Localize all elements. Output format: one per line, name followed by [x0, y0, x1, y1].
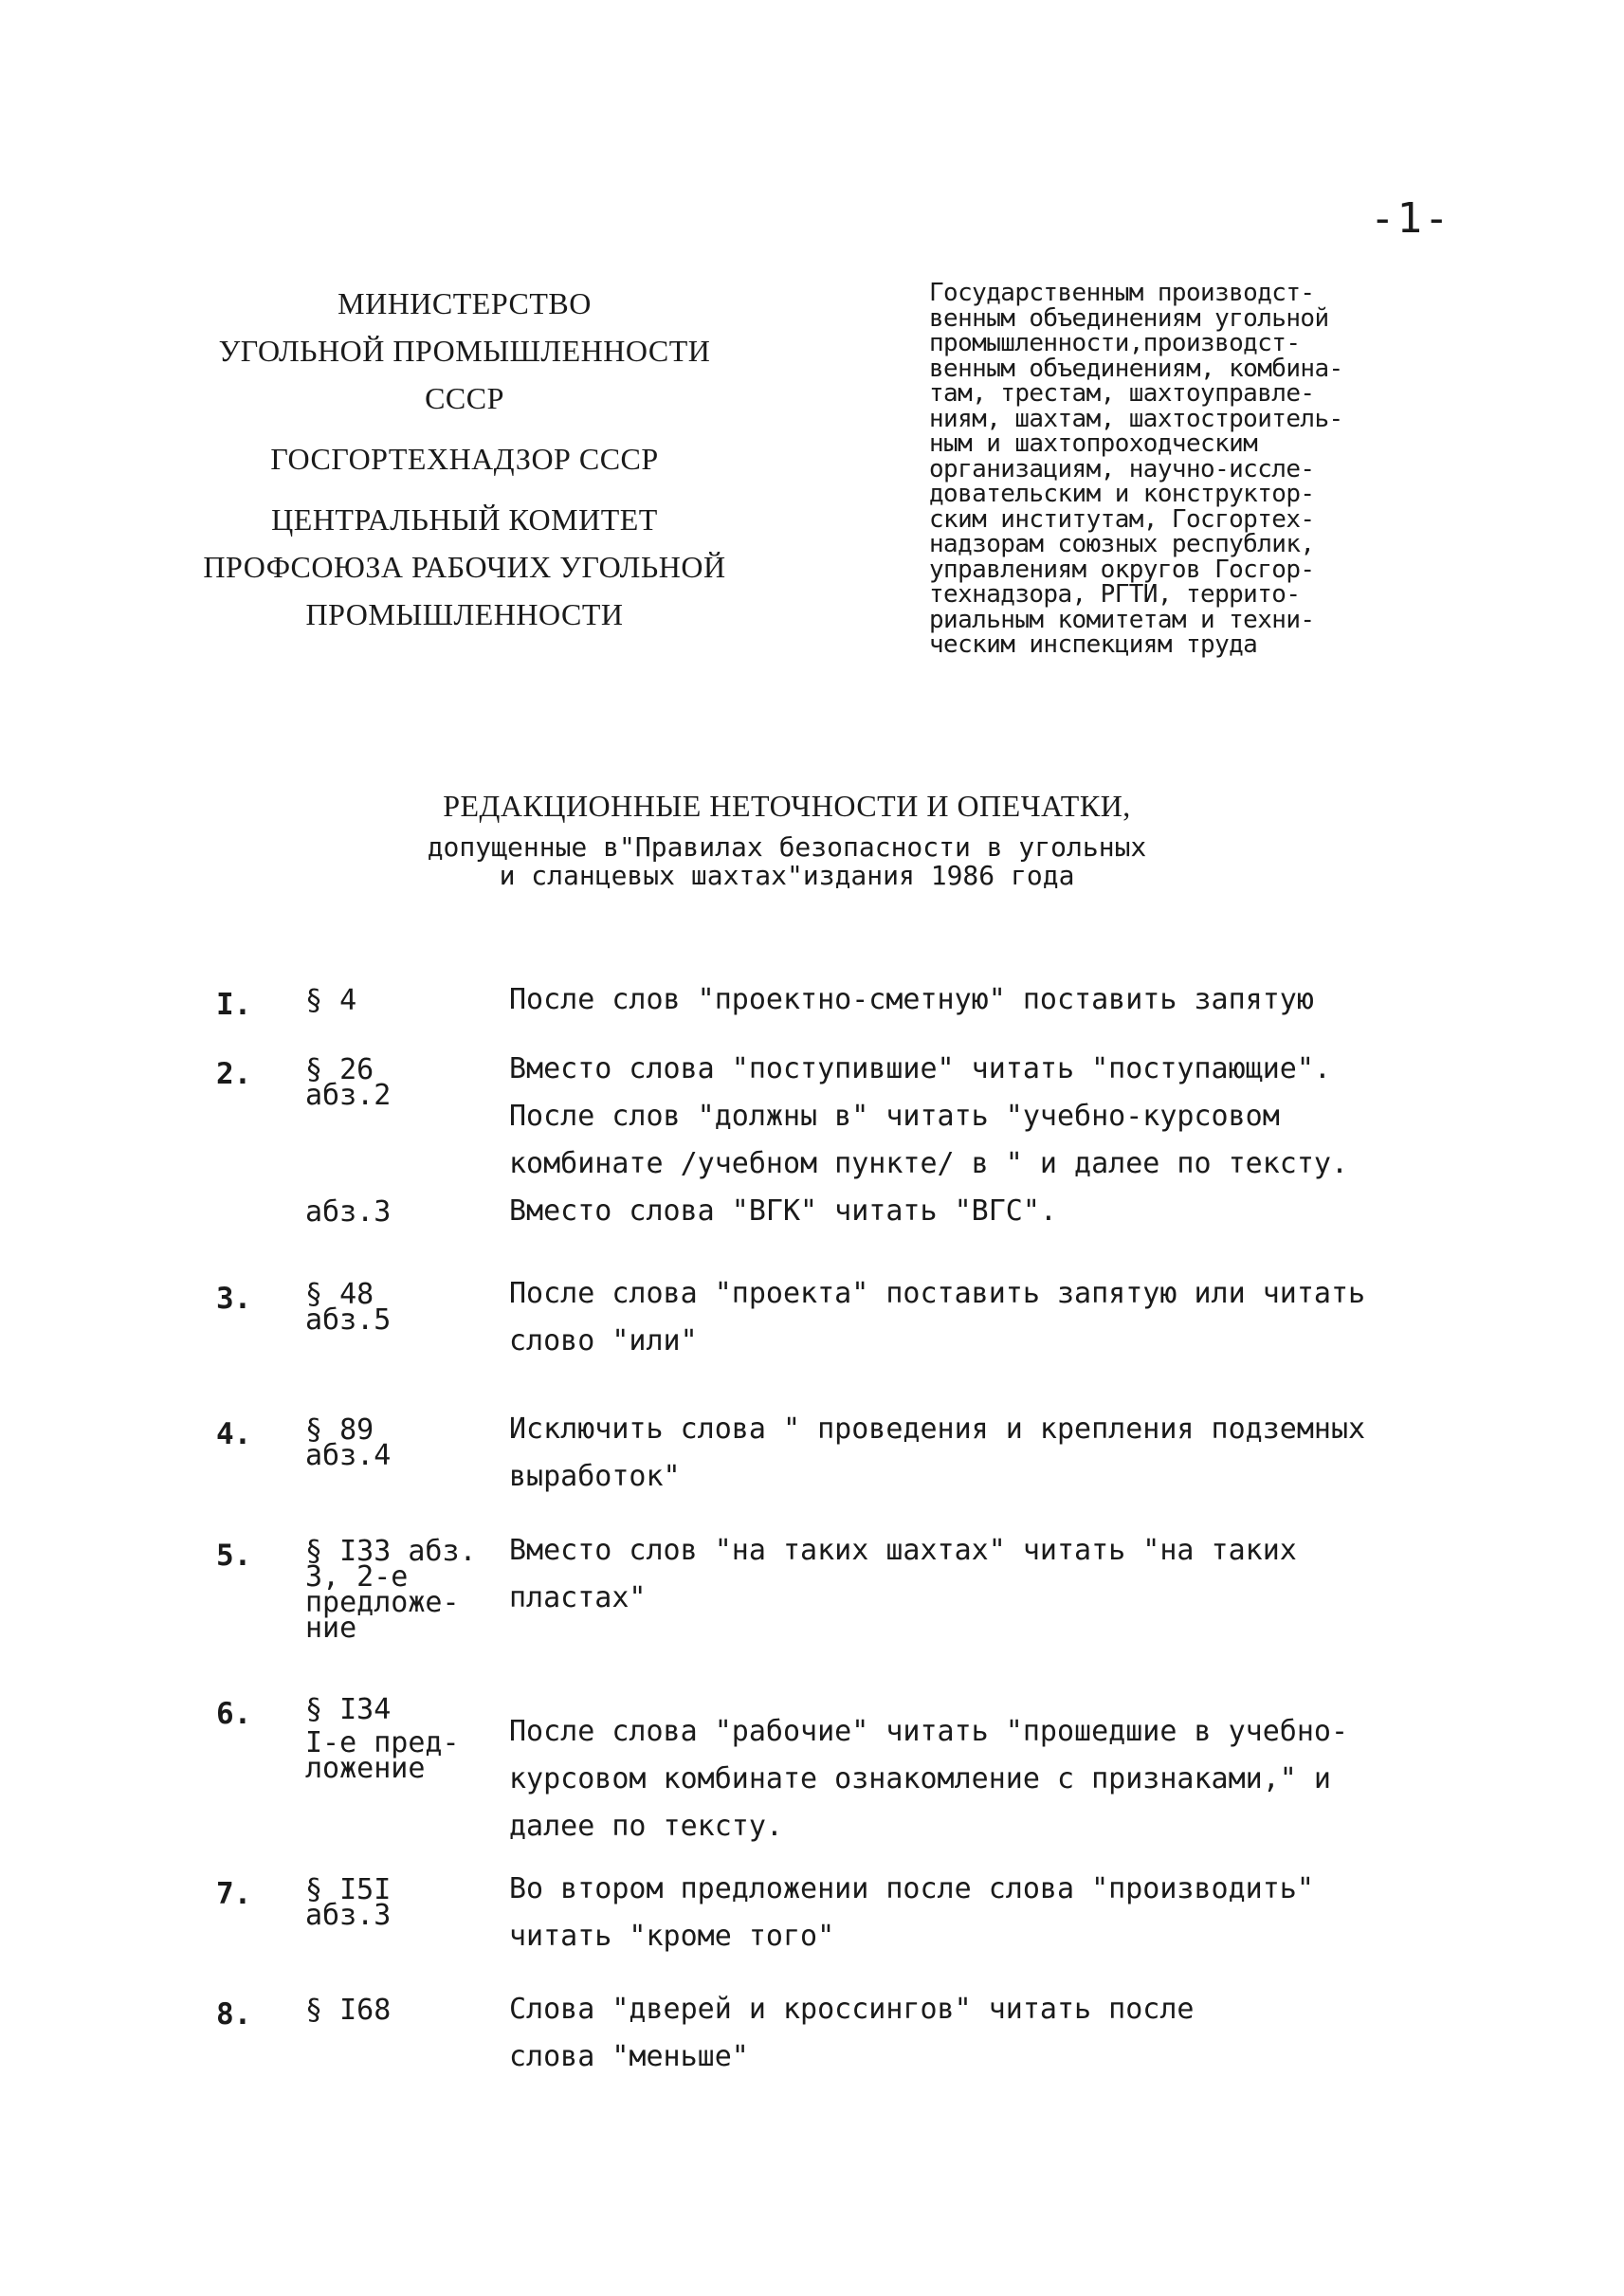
addressee-line: ским институтам, Госгортех-	[929, 504, 1315, 534]
item-reference	[305, 1195, 495, 1229]
addressee-line: довательским и конструктор-	[929, 480, 1315, 508]
title-subtitle-line: и сланцевых шахтах"издания 1986 года	[499, 860, 1075, 891]
item-reference	[305, 1278, 495, 1337]
item-text	[509, 1270, 1457, 1365]
item-text	[509, 1188, 1457, 1235]
item-number: I.	[216, 988, 252, 1022]
addressee-line: организациям, научно-иссле-	[929, 454, 1315, 483]
item-reference	[305, 1693, 495, 1785]
item-text	[509, 1866, 1457, 1960]
header-line: СССР	[425, 381, 504, 415]
item-number: 3.	[216, 1282, 252, 1316]
reference-line: предложе-	[305, 1586, 460, 1619]
item-number: 8.	[216, 1997, 252, 2032]
title-subtitle-line: допущенные в"Правилах безопасности в угольных	[427, 831, 1147, 863]
text-line: После слова "проекта" поставить запятую или читать	[509, 1277, 1366, 1310]
header-line: ПРОМЫШЛЕННОСТИ	[305, 597, 624, 631]
addressee-line: ниям, шахтам, шахтостроитель-	[929, 404, 1343, 433]
text-line: далее по тексту.	[509, 1810, 783, 1843]
header-line: ЦЕНТРАЛЬНЫЙ КОМИТЕТ	[271, 502, 658, 537]
text-line: слова "меньше"	[509, 2040, 749, 2073]
addressee-line: промышленности,производст-	[929, 329, 1301, 357]
text-line: читать "кроме того"	[509, 1920, 835, 1953]
text-line: После слова "рабочие" читать "прошедшие в учебно-	[509, 1715, 1349, 1748]
text-line: курсовом комбинате ознакомление с признаками," и	[509, 1762, 1331, 1795]
item-reference	[305, 1413, 495, 1472]
item-text	[509, 1986, 1457, 2081]
addressee-line: риальным комитетам и техни-	[929, 605, 1315, 634]
header-line: УГОЛЬНОЙ ПРОМЫШЛЕННОСТИ	[218, 334, 711, 368]
header-line: ПРОФСОЮЗА РАБОЧИХ УГОЛЬНОЙ	[203, 550, 726, 584]
text-line: Во втором предложении после слова "производить"	[509, 1872, 1314, 1905]
item-reference	[305, 984, 495, 1017]
issuing-organizations	[199, 280, 730, 651]
addressee-line: венным объединениям угольной	[929, 303, 1329, 333]
addressee-line: там, трестам, шахтоуправле-	[929, 379, 1315, 408]
text-line: Слова "дверей и кроссингов" читать после	[509, 1993, 1195, 2026]
text-line: Вместо слова "поступившие" читать "поступающие".	[509, 1052, 1331, 1085]
reference-line: § I34	[305, 1693, 392, 1726]
text-line: После слов "должны в" читать "учебно-курсовом	[509, 1100, 1280, 1133]
text-line: Вместо слов "на таких шахтах" читать "на таких	[509, 1534, 1297, 1567]
item-number: 2.	[216, 1057, 252, 1091]
addressee-line: венным объединениям, комбина-	[929, 354, 1343, 383]
text-line: слово "или"	[509, 1324, 698, 1358]
addressees-list	[929, 281, 1469, 658]
item-text	[509, 1527, 1457, 1622]
item-reference	[305, 1994, 495, 2027]
text-line: После слов "проектно-сметную" поставить запятую	[509, 983, 1314, 1016]
text-line: выработок"	[509, 1460, 681, 1493]
reference-line: § 48	[305, 1278, 374, 1311]
addressee-line: технадзора, РГТИ, террито-	[929, 580, 1301, 609]
reference-line: § 89	[305, 1413, 374, 1447]
item-text	[509, 1406, 1457, 1501]
item-reference	[305, 1053, 495, 1112]
item-text	[509, 976, 1457, 1024]
addressee-line: Государственным производст-	[929, 279, 1315, 307]
reference-line: I-е пред-	[305, 1726, 460, 1759]
reference-line: 3, 2-е	[305, 1560, 409, 1594]
item-text	[509, 1708, 1457, 1850]
item-number: 4.	[216, 1417, 252, 1451]
reference-line: § I5I	[305, 1873, 392, 1906]
document-title	[313, 789, 1261, 891]
header-line: МИНИСТЕРСТВО	[338, 286, 592, 320]
addressee-line: управлениям округов Госгор-	[929, 555, 1315, 584]
item-reference	[305, 1873, 495, 1932]
reference-line: ние	[305, 1612, 357, 1645]
page-number: -1-	[1370, 194, 1451, 243]
gosgortekhnadzor-block	[199, 435, 730, 483]
item-reference	[305, 1535, 495, 1645]
text-line: комбинате /учебном пункте/ в " и далее по тексту.	[509, 1147, 1349, 1180]
reference-line: абз.5	[305, 1303, 392, 1337]
item-text	[509, 1046, 1457, 1188]
text-line: Исключить слова " проведения и крепления подземных	[509, 1412, 1366, 1446]
reference-line: абз.2	[305, 1079, 392, 1112]
reference-line: абз.3	[305, 1899, 392, 1932]
reference-line: § I68	[305, 1994, 392, 2027]
text-line: Вместо слова "ВГК" читать "ВГС".	[509, 1194, 1057, 1228]
addressee-line: ческим инспекциям труда	[929, 630, 1258, 659]
union-block	[199, 496, 730, 638]
title-main: РЕДАКЦИОННЫЕ НЕТОЧНОСТИ И ОПЕЧАТКИ,	[443, 789, 1131, 823]
reference-line: абз.3	[305, 1195, 392, 1229]
ministry-block	[199, 280, 730, 422]
addressee-line: ным и шахтопроходческим	[929, 429, 1258, 458]
reference-line: абз.4	[305, 1439, 392, 1472]
header-line: ГОСГОРТЕХНАДЗОР СССР	[270, 442, 659, 476]
item-number: 6.	[216, 1697, 252, 1731]
text-line: пластах"	[509, 1581, 647, 1614]
reference-line: ложение	[305, 1752, 426, 1785]
item-number: 7.	[216, 1877, 252, 1911]
reference-line: § 4	[305, 984, 357, 1017]
reference-line: § I33 абз.	[305, 1535, 477, 1568]
item-number: 5.	[216, 1539, 252, 1573]
addressee-line: надзорам союзных республик,	[929, 530, 1315, 558]
reference-line: § 26	[305, 1053, 374, 1086]
